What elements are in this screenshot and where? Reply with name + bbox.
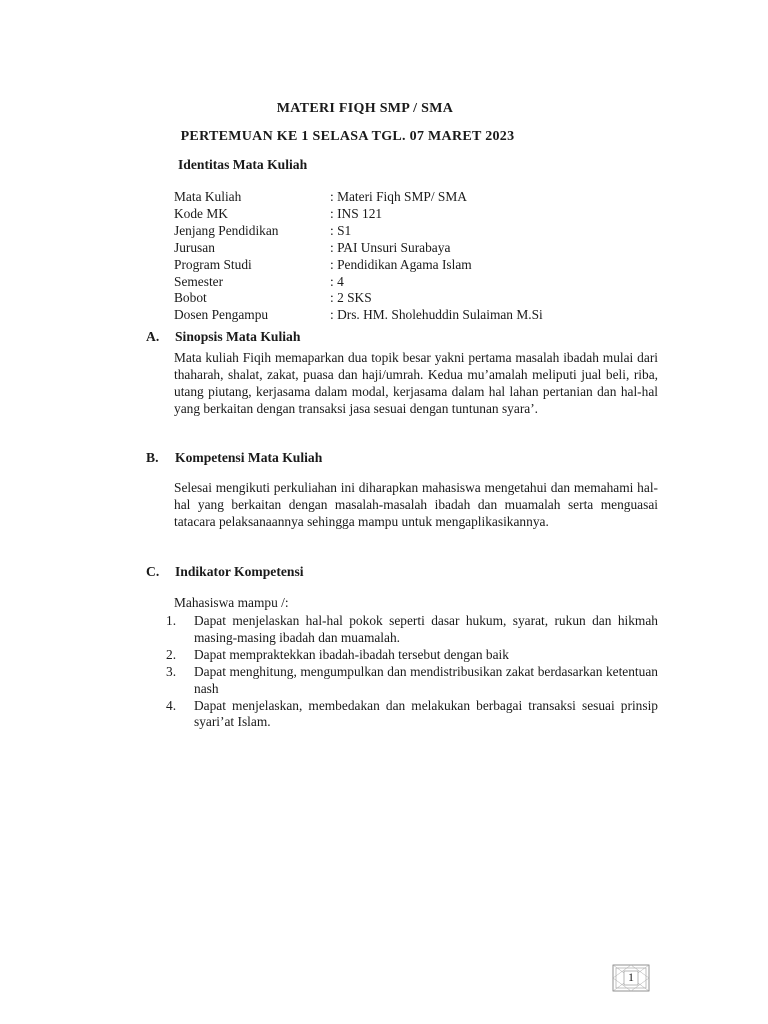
identity-label: Kode MK (174, 205, 228, 221)
section-title: Kompetensi Mata Kuliah (175, 450, 323, 465)
identity-label: Jurusan (174, 239, 215, 255)
section-b-heading (146, 450, 322, 466)
identity-row (174, 206, 543, 223)
list-text: Dapat menjelaskan, membedakan dan melakukan berbagai transaksi sesuai prinsip syari’at Islam. (194, 697, 658, 730)
identity-label: Dosen Pengampu (174, 307, 269, 323)
list-number: 3. (166, 663, 177, 679)
identity-table (174, 189, 543, 324)
list-number: 1. (166, 613, 177, 628)
identity-row (174, 189, 543, 206)
list-number: 4. (166, 697, 177, 713)
section-title: Indikator Kompetensi (175, 564, 304, 579)
list-text: Dapat menjelaskan hal-hal pokok seperti dasar hukum, syarat, rukun dan hikmah masing-masing ibadah dan muamalah. (194, 613, 658, 645)
section-a-heading (146, 329, 300, 345)
page-number-badge (612, 964, 650, 992)
identity-value: : 2 SKS (330, 290, 372, 306)
identity-row (174, 290, 543, 307)
section-c-heading (146, 564, 304, 580)
identity-heading: Identitas Mata Kuliah (178, 157, 308, 172)
identity-value: : Drs. HM. Sholehuddin Sulaiman M.Si (330, 307, 543, 323)
identity-label: Semester (174, 273, 224, 289)
list-text: Dapat menghitung, mengumpulkan dan mendistribusikan zakat berdasarkan ketentuan nash (194, 663, 658, 696)
list-text: Dapat mempraktekkan ibadah-ibadah tersebut dengan baik (194, 646, 509, 662)
identity-row (174, 240, 543, 257)
identity-row (174, 223, 543, 240)
identity-value: : Pendidikan Agama Islam (330, 256, 472, 272)
list-number: 2. (166, 646, 177, 662)
section-number: A. (146, 329, 160, 344)
section-number: C. (146, 564, 160, 579)
identity-value: : INS 121 (330, 205, 383, 221)
identity-row (174, 307, 543, 324)
list-item (166, 698, 658, 732)
identity-value: : S1 (330, 222, 352, 238)
meeting-heading: PERTEMUAN KE 1 SELASA TGL. 07 MARET 2023 (180, 129, 515, 144)
page-number: 1 (628, 970, 634, 984)
identity-value: : PAI Unsuri Surabaya (330, 239, 451, 255)
identity-row (174, 274, 543, 291)
competence-paragraph: Selesai mengikuti perkuliahan ini diharapkan mahasiswa mengetahui dan memahami hal-hal yang berkaitan dengan masalah-masalah ibadah dan muamalah serta menguasai tatacara pelaksanaannya sehingga mampu untuk mengaplikasikannya. (174, 480, 658, 529)
identity-label: Mata Kuliah (174, 189, 242, 204)
identity-value: : Materi Fiqh SMP/ SMA (330, 189, 467, 204)
identity-label: Bobot (174, 290, 207, 306)
identity-value: : 4 (330, 273, 344, 289)
indicator-list (166, 613, 658, 731)
list-item (166, 613, 658, 647)
section-title: Sinopsis Mata Kuliah (175, 329, 301, 344)
identity-row (174, 257, 543, 274)
list-item (166, 647, 658, 664)
section-number: B. (146, 450, 159, 465)
document-title: MATERI FIQH SMP / SMA (276, 101, 454, 116)
identity-label: Program Studi (174, 256, 252, 272)
identity-label: Jenjang Pendidikan (174, 222, 279, 238)
synopsis-paragraph: Mata kuliah Fiqih memaparkan dua topik besar yakni pertama masalah ibadah mulai dari thaharah, shalat, zakat, puasa dan haji/umrah. Kedua mu’amalah meliputi jual beli, riba, utang piutang, kerjasama dalam modal, kerjasama dalam hal lahan pertanian dan hal-hal yang berkaitan dengan transaksi jasa sesuai dengan tuntunan syara’. (174, 350, 658, 416)
indicator-intro: Mahasiswa mampu /: (174, 595, 289, 610)
list-item (166, 664, 658, 698)
